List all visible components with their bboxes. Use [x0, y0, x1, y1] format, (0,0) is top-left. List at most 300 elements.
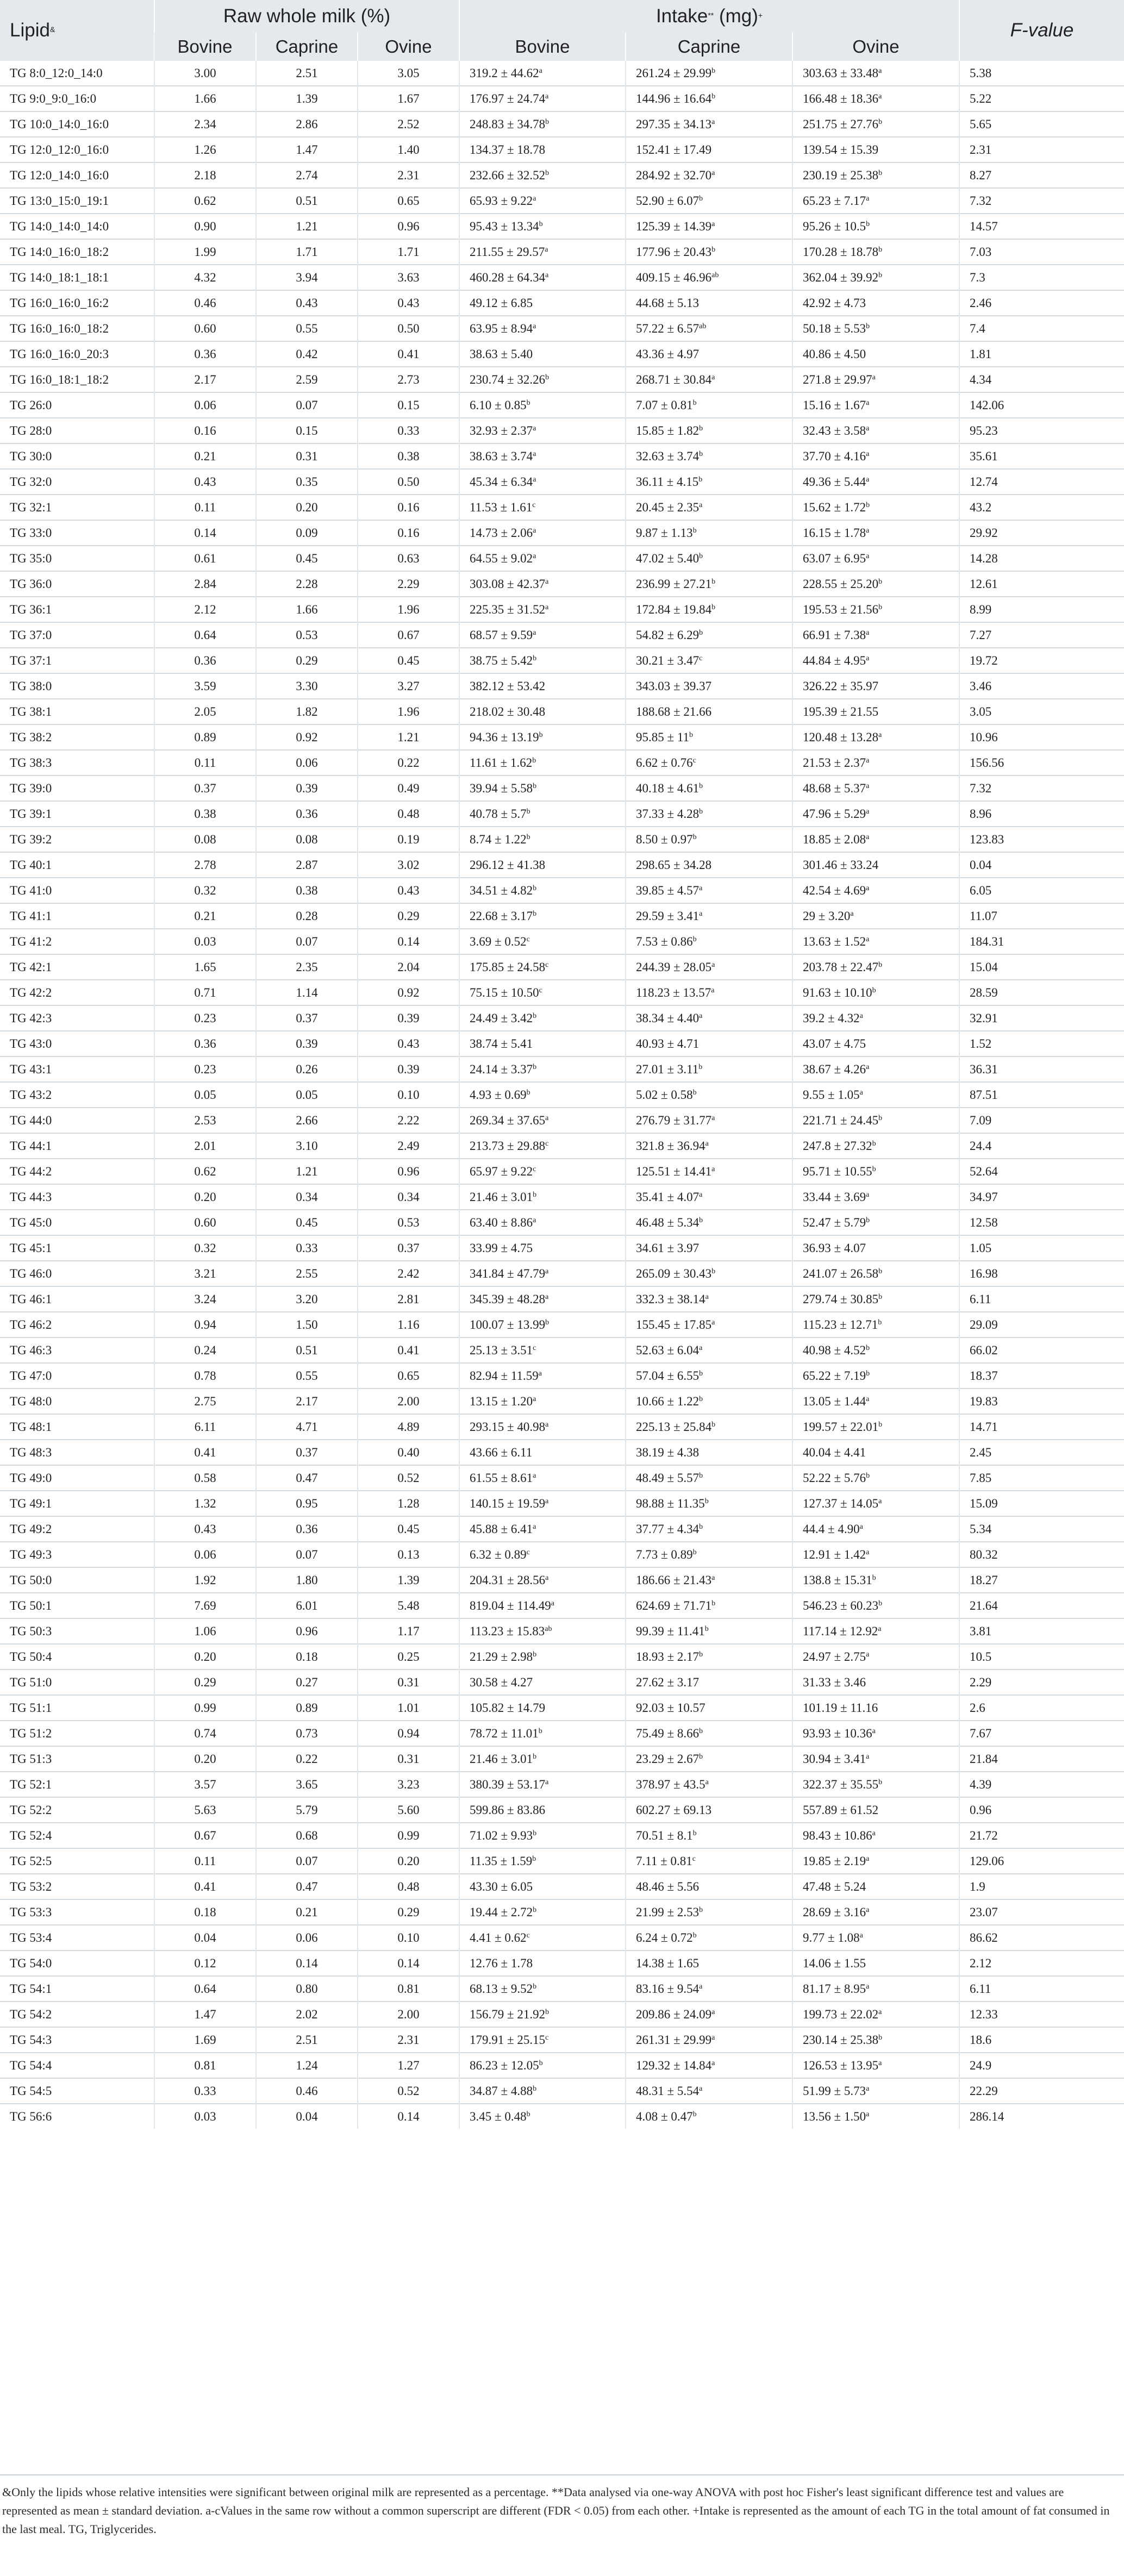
lipid-cell: TG 44:2: [0, 1159, 154, 1184]
raw-caprine-cell: 0.20: [256, 495, 358, 520]
significance-letter: c: [545, 2033, 549, 2042]
raw-caprine-cell: 4.71: [256, 1414, 358, 1440]
raw-ovine-cell: 0.48: [358, 801, 459, 827]
f-value-cell: 7.85: [959, 1465, 1124, 1491]
significance-letter: c: [532, 501, 536, 509]
significance-letter: b: [533, 1190, 537, 1199]
raw-ovine-cell: 5.48: [358, 1593, 459, 1618]
significance-letter: a: [866, 552, 870, 560]
f-value-cell: 16.98: [959, 1261, 1124, 1286]
intake-bovine-cell: 293.15 ± 40.98$^a$: [459, 1414, 626, 1440]
significance-letter: a: [545, 1267, 549, 1276]
intake-caprine-cell: 8.50 ± 0.97$^b$: [626, 827, 792, 852]
intake-bovine-cell: 38.75 ± 5.42$^b$: [459, 648, 626, 673]
raw-caprine-cell: 0.68: [256, 1823, 358, 1848]
intake-caprine-cell: 409.15 ± 46.96$^{ab}$: [626, 265, 792, 290]
intake-caprine-cell: 20.45 ± 2.35$^a$: [626, 495, 792, 520]
table-row: [0, 214, 1124, 239]
intake-caprine-cell: 5.02 ± 0.58$^b$: [626, 1082, 792, 1108]
raw-caprine-cell: 0.36: [256, 1516, 358, 1542]
significance-letter: a: [699, 1190, 703, 1199]
f-value-cell: 10.5: [959, 1644, 1124, 1670]
intake-bovine-cell: 156.79 ± 21.92$^b$: [459, 2002, 626, 2027]
significance-letter: b: [878, 117, 883, 126]
intake-bovine-cell: 43.30 ± 6.05: [459, 1874, 626, 1899]
intake-caprine-cell: 177.96 ± 20.43$^b$: [626, 239, 792, 265]
lipid-cell: TG 48:3: [0, 1440, 154, 1465]
significance-letter: b: [532, 756, 536, 765]
raw-ovine-cell: 0.41: [358, 1337, 459, 1363]
table-row: [0, 1414, 1124, 1440]
intake-ovine-cell: 138.8 ± 15.31$^b$: [792, 1567, 959, 1593]
intake-ovine-cell: 50.18 ± 5.53$^b$: [792, 316, 959, 341]
intake-caprine-cell: 225.13 ± 25.84$^b$: [626, 1414, 792, 1440]
table-row: [0, 980, 1124, 1005]
intake-caprine-cell: 15.85 ± 1.82$^b$: [626, 418, 792, 443]
intake-bovine-cell: 22.68 ± 3.17$^b$: [459, 903, 626, 929]
significance-letter: b: [866, 322, 870, 330]
raw-caprine-cell: 0.07: [256, 392, 358, 418]
lipid-cell: TG 28:0: [0, 418, 154, 443]
intake-ovine-cell: 24.97 ± 2.75$^a$: [792, 1644, 959, 1670]
lipid-cell: TG 14:0_14:0_14:0: [0, 214, 154, 239]
intake-bovine-cell: 25.13 ± 3.51$^c$: [459, 1337, 626, 1363]
intake-caprine-cell: 38.19 ± 4.38: [626, 1440, 792, 1465]
raw-ovine-cell: 0.41: [358, 341, 459, 367]
intake-caprine-cell: 7.73 ± 0.89$^b$: [626, 1542, 792, 1567]
intake-caprine-cell: 209.86 ± 24.09$^a$: [626, 2002, 792, 2027]
f-value-cell: 14.28: [959, 546, 1124, 571]
table-row: [0, 750, 1124, 776]
significance-letter: a: [545, 92, 549, 101]
table-row: [0, 1031, 1124, 1056]
intake-ovine-cell: 47.96 ± 5.29$^a$: [792, 801, 959, 827]
significance-letter: a: [878, 2008, 882, 2016]
lipid-cell: TG 40:1: [0, 852, 154, 878]
lipid-cell: TG 32:1: [0, 495, 154, 520]
table-row: [0, 290, 1124, 316]
raw-caprine-cell: 1.47: [256, 137, 358, 162]
intake-ovine-cell: 52.47 ± 5.79$^b$: [792, 1210, 959, 1235]
table-row: [0, 418, 1124, 443]
intake-bovine-cell: 95.43 ± 13.34$^b$: [459, 214, 626, 239]
raw-milk-group-header: Raw whole milk (%): [154, 0, 459, 33]
raw-ovine-cell: 0.99: [358, 1823, 459, 1848]
intake-caprine-cell: 261.31 ± 29.99$^a$: [626, 2027, 792, 2053]
significance-letter: c: [533, 1343, 536, 1352]
lipid-cell: TG 32:0: [0, 469, 154, 495]
raw-caprine-cell: 0.34: [256, 1184, 358, 1210]
table-row: [0, 1363, 1124, 1389]
lipid-cell: TG 12:0_14:0_16:0: [0, 162, 154, 188]
significance-letter: a: [705, 1292, 709, 1301]
intake-bovine-cell: 64.55 ± 9.02$^a$: [459, 546, 626, 571]
significance-letter: b: [692, 398, 697, 407]
raw-bovine-cell: 0.11: [154, 750, 256, 776]
raw-ovine-cell: 0.81: [358, 1976, 459, 2002]
intake-caprine-cell: 48.31 ± 5.54$^a$: [626, 2078, 792, 2104]
table-row: [0, 367, 1124, 392]
intake-caprine-cell: 35.41 ± 4.07$^a$: [626, 1184, 792, 1210]
raw-caprine-cell: 0.96: [256, 1618, 358, 1644]
f-value-cell: 22.29: [959, 2078, 1124, 2104]
raw-bovine-cell: 0.16: [154, 418, 256, 443]
intake-caprine-cell: 332.3 ± 38.14$^a$: [626, 1286, 792, 1312]
raw-bovine-cell: 3.57: [154, 1772, 256, 1797]
significance-letter: a: [859, 1522, 863, 1531]
intake-caprine-cell: 144.96 ± 16.64$^b$: [626, 86, 792, 111]
intake-bovine-cell: 6.32 ± 0.89$^c$: [459, 1542, 626, 1567]
significance-letter: b: [526, 833, 530, 841]
intake-bovine-cell: 341.84 ± 47.79$^a$: [459, 1261, 626, 1286]
raw-ovine-cell: 3.63: [358, 265, 459, 290]
f-value-cell: 2.45: [959, 1440, 1124, 1465]
f-value-cell: 7.03: [959, 239, 1124, 265]
intake-ovine-cell: 33.44 ± 3.69$^a$: [792, 1184, 959, 1210]
raw-ovine-cell: 1.96: [358, 699, 459, 724]
significance-letter: b: [699, 194, 703, 203]
raw-bovine-cell: 1.66: [154, 86, 256, 111]
table-row: [0, 239, 1124, 265]
f-value-cell: 23.07: [959, 1899, 1124, 1925]
f-value-cell: 86.62: [959, 1925, 1124, 1950]
raw-caprine-cell: 0.55: [256, 1363, 358, 1389]
lipid-cell: TG 39:2: [0, 827, 154, 852]
raw-bovine-header: Bovine: [154, 33, 256, 61]
raw-ovine-cell: 1.16: [358, 1312, 459, 1337]
raw-bovine-cell: 0.99: [154, 1695, 256, 1721]
intake-bovine-cell: 303.08 ± 42.37$^a$: [459, 571, 626, 597]
raw-ovine-cell: 1.96: [358, 597, 459, 622]
intake-ovine-cell: 47.48 ± 5.24: [792, 1874, 959, 1899]
raw-bovine-cell: 0.03: [154, 2104, 256, 2129]
lipid-cell: TG 54:4: [0, 2053, 154, 2078]
significance-letter: b: [533, 2084, 537, 2093]
intake-bovine-cell: 19.44 ± 2.72$^b$: [459, 1899, 626, 1925]
intake-caprine-cell: 52.90 ± 6.07$^b$: [626, 188, 792, 214]
f-value-cell: 32.91: [959, 1005, 1124, 1031]
raw-caprine-cell: 2.51: [256, 2027, 358, 2053]
intake-caprine-cell: 99.39 ± 11.41$^b$: [626, 1618, 792, 1644]
raw-bovine-cell: 2.78: [154, 852, 256, 878]
raw-bovine-cell: 0.24: [154, 1337, 256, 1363]
raw-caprine-cell: 0.80: [256, 1976, 358, 2002]
significance-letter: b: [878, 1267, 883, 1276]
raw-bovine-cell: 2.01: [154, 1133, 256, 1159]
f-value-cell: 142.06: [959, 392, 1124, 418]
intake-bovine-cell: 211.55 ± 29.57$^a$: [459, 239, 626, 265]
significance-letter: b: [699, 1395, 703, 1403]
intake-caprine-cell: 125.39 ± 14.39$^a$: [626, 214, 792, 239]
lipid-cell: TG 12:0_12:0_16:0: [0, 137, 154, 162]
f-value-cell: 7.27: [959, 622, 1124, 648]
significance-letter: a: [533, 1471, 536, 1480]
raw-ovine-cell: 0.43: [358, 290, 459, 316]
significance-letter: c: [526, 935, 530, 943]
raw-bovine-cell: 6.11: [154, 1414, 256, 1440]
intake-caprine-cell: 624.69 ± 71.71$^b$: [626, 1593, 792, 1618]
raw-caprine-cell: 3.20: [256, 1286, 358, 1312]
raw-caprine-cell: 3.65: [256, 1772, 358, 1797]
lipid-cell: TG 37:1: [0, 648, 154, 673]
table-row: [0, 1593, 1124, 1618]
intake-bovine-header: Bovine: [459, 33, 626, 61]
raw-caprine-cell: 0.07: [256, 1848, 358, 1874]
raw-ovine-cell: 2.52: [358, 111, 459, 137]
raw-ovine-cell: 0.29: [358, 1899, 459, 1925]
significance-letter: a: [850, 909, 854, 918]
f-value-cell: 8.96: [959, 801, 1124, 827]
raw-ovine-cell: 1.28: [358, 1491, 459, 1516]
significance-letter: b: [872, 1165, 876, 1173]
intake-bovine-cell: 6.10 ± 0.85$^b$: [459, 392, 626, 418]
significance-letter: b: [533, 1829, 537, 1837]
table-footnote: [0, 2474, 1124, 2576]
f-value-cell: 3.05: [959, 699, 1124, 724]
f-value-cell: 5.22: [959, 86, 1124, 111]
intake-bovine-cell: 33.99 ± 4.75: [459, 1235, 626, 1261]
intake-bovine-cell: 248.83 ± 34.78$^b$: [459, 111, 626, 137]
significance-letter: b: [711, 66, 716, 75]
intake-caprine-cell: 40.18 ± 4.61$^b$: [626, 776, 792, 801]
significance-letter: b: [699, 1471, 703, 1480]
raw-caprine-cell: 3.30: [256, 673, 358, 699]
raw-bovine-cell: 5.63: [154, 1797, 256, 1823]
lipid-cell: TG 30:0: [0, 443, 154, 469]
f-value-cell: 66.02: [959, 1337, 1124, 1363]
intake-caprine-cell: 7.11 ± 0.81$^c$: [626, 1848, 792, 1874]
f-value-cell: 129.06: [959, 1848, 1124, 1874]
table-row: [0, 1644, 1124, 1670]
raw-ovine-cell: 2.31: [358, 162, 459, 188]
lipid-cell: TG 51:3: [0, 1746, 154, 1772]
intake-ovine-header: Ovine: [792, 33, 959, 61]
intake-caprine-cell: 83.16 ± 9.54$^a$: [626, 1976, 792, 2002]
intake-caprine-cell: 10.66 ± 1.22$^b$: [626, 1389, 792, 1414]
significance-letter: b: [878, 271, 883, 279]
raw-ovine-cell: 2.31: [358, 2027, 459, 2053]
intake-caprine-cell: 30.21 ± 3.47$^c$: [626, 648, 792, 673]
intake-bovine-cell: 175.85 ± 24.58$^c$: [459, 954, 626, 980]
raw-ovine-cell: 0.39: [358, 1005, 459, 1031]
table-row: [0, 571, 1124, 597]
raw-bovine-cell: 2.53: [154, 1108, 256, 1133]
raw-ovine-cell: 4.89: [358, 1414, 459, 1440]
intake-caprine-cell: 297.35 ± 34.13$^a$: [626, 111, 792, 137]
table-row: [0, 1542, 1124, 1567]
raw-bovine-cell: 1.32: [154, 1491, 256, 1516]
lipid-cell: TG 50:1: [0, 1593, 154, 1618]
significance-letter: b: [711, 577, 716, 586]
f-value-cell: 43.2: [959, 495, 1124, 520]
intake-bovine-cell: 4.41 ± 0.62$^c$: [459, 1925, 626, 1950]
intake-caprine-cell: 261.24 ± 29.99$^b$: [626, 61, 792, 86]
significance-letter: b: [699, 1905, 703, 1914]
f-value-cell: 1.05: [959, 1235, 1124, 1261]
intake-ovine-cell: 221.71 ± 24.45$^b$: [792, 1108, 959, 1133]
significance-letter: a: [551, 1599, 554, 1608]
intake-bovine-cell: 113.23 ± 15.83$^{ab}$: [459, 1618, 626, 1644]
raw-caprine-cell: 0.45: [256, 1210, 358, 1235]
significance-letter: a: [866, 756, 870, 765]
intake-caprine-cell: 32.63 ± 3.74$^b$: [626, 443, 792, 469]
intake-caprine-cell: 378.97 ± 43.5$^a$: [626, 1772, 792, 1797]
significance-letter: b: [545, 2008, 549, 2016]
intake-caprine-cell: 7.07 ± 0.81$^b$: [626, 392, 792, 418]
raw-caprine-cell: 0.47: [256, 1465, 358, 1491]
f-value-cell: 286.14: [959, 2104, 1124, 2129]
raw-ovine-cell: 0.52: [358, 2078, 459, 2104]
table-row: [0, 929, 1124, 954]
f-value-cell: 52.64: [959, 1159, 1124, 1184]
intake-ovine-cell: 241.07 ± 26.58$^b$: [792, 1261, 959, 1286]
significance-letter: a: [866, 449, 870, 458]
raw-ovine-cell: 2.81: [358, 1286, 459, 1312]
lipid-cell: TG 52:2: [0, 1797, 154, 1823]
significance-letter: b: [532, 1854, 536, 1863]
intake-bovine-cell: 21.46 ± 3.01$^b$: [459, 1746, 626, 1772]
intake-bovine-cell: 61.55 ± 8.61$^a$: [459, 1465, 626, 1491]
raw-bovine-cell: 3.00: [154, 61, 256, 86]
f-value-cell: 12.74: [959, 469, 1124, 495]
intake-caprine-cell: 38.34 ± 4.40$^a$: [626, 1005, 792, 1031]
raw-caprine-cell: 1.14: [256, 980, 358, 1005]
intake-caprine-cell: 6.24 ± 0.72$^b$: [626, 1925, 792, 1950]
raw-caprine-cell: 3.10: [256, 1133, 358, 1159]
significance-letter: a: [538, 1369, 542, 1378]
raw-ovine-cell: 1.67: [358, 86, 459, 111]
raw-ovine-cell: 0.96: [358, 1159, 459, 1184]
table-row: [0, 61, 1124, 86]
raw-bovine-cell: 1.92: [154, 1567, 256, 1593]
raw-ovine-cell: 1.01: [358, 1695, 459, 1721]
intake-bovine-cell: 4.93 ± 0.69$^b$: [459, 1082, 626, 1108]
intake-bovine-cell: 100.07 ± 13.99$^b$: [459, 1312, 626, 1337]
footnote-text: &Only the lipids whose relative intensities were significant between original milk are represented as a percentage. **Data analysed via one-way ANOVA with post hoc Fisher's least significant difference test and values are represented as mean ± standard deviation. a-cValues in the same row without a common superscript are different (FDR < 0.05) from each other. +Intake is represented as the amount of each TG in the total amount of fat consumed in the last meal. TG, Triglycerides.: [2, 2485, 1110, 2536]
raw-bovine-cell: 0.14: [154, 520, 256, 546]
raw-caprine-cell: 1.50: [256, 1312, 358, 1337]
f-value-cell: 7.3: [959, 265, 1124, 290]
f-value-cell: 156.56: [959, 750, 1124, 776]
table-row: [0, 1133, 1124, 1159]
significance-letter: a: [711, 960, 715, 969]
lipid-cell: TG 36:0: [0, 571, 154, 597]
raw-bovine-cell: 0.64: [154, 622, 256, 648]
significance-letter: b: [866, 1216, 870, 1224]
intake-ovine-cell: 199.73 ± 22.02$^a$: [792, 2002, 959, 2027]
raw-bovine-cell: 0.06: [154, 392, 256, 418]
significance-letter: b: [699, 1727, 703, 1735]
significance-letter: a: [866, 935, 870, 943]
intake-ovine-cell: 166.48 ± 18.36$^a$: [792, 86, 959, 111]
table-row: [0, 801, 1124, 827]
significance-letter: a: [866, 194, 870, 203]
lipid-cell: TG 49:0: [0, 1465, 154, 1491]
raw-ovine-cell: 3.23: [358, 1772, 459, 1797]
significance-letter: a: [711, 986, 715, 995]
significance-letter: a: [545, 1573, 549, 1582]
significance-letter: c: [539, 986, 542, 995]
intake-ovine-cell: 91.63 ± 10.10$^b$: [792, 980, 959, 1005]
intake-bovine-cell: 382.12 ± 53.42: [459, 673, 626, 699]
raw-caprine-cell: 0.37: [256, 1005, 358, 1031]
significance-letter: b: [533, 1905, 537, 1914]
raw-caprine-cell: 1.21: [256, 214, 358, 239]
significance-letter: b: [878, 1420, 883, 1429]
table-row: [0, 1159, 1124, 1184]
raw-ovine-cell: 0.25: [358, 1644, 459, 1670]
raw-ovine-cell: 2.00: [358, 1389, 459, 1414]
f-value-cell: 5.65: [959, 111, 1124, 137]
significance-letter: a: [711, 117, 715, 126]
lipid-cell: TG 49:1: [0, 1491, 154, 1516]
intake-bovine-cell: 65.97 ± 9.22$^c$: [459, 1159, 626, 1184]
lipid-cell: TG 52:5: [0, 1848, 154, 1874]
table-row: [0, 162, 1124, 188]
raw-ovine-cell: 0.14: [358, 929, 459, 954]
raw-ovine-cell: 0.33: [358, 418, 459, 443]
raw-ovine-cell: 0.43: [358, 1031, 459, 1056]
raw-ovine-cell: 0.96: [358, 214, 459, 239]
intake-caprine-cell: 276.79 ± 31.77$^a$: [626, 1108, 792, 1133]
table-row: [0, 1721, 1124, 1746]
raw-bovine-cell: 0.21: [154, 443, 256, 469]
raw-bovine-cell: 1.65: [154, 954, 256, 980]
raw-bovine-cell: 4.32: [154, 265, 256, 290]
intake-bovine-cell: 21.29 ± 2.98$^b$: [459, 1644, 626, 1670]
raw-caprine-cell: 0.35: [256, 469, 358, 495]
raw-bovine-cell: 0.60: [154, 316, 256, 341]
intake-ovine-cell: 230.19 ± 25.38$^b$: [792, 162, 959, 188]
f-value-cell: 0.04: [959, 852, 1124, 878]
lipid-cell: TG 35:0: [0, 546, 154, 571]
intake-caprine-cell: 44.68 ± 5.13: [626, 290, 792, 316]
significance-letter: b: [872, 1139, 876, 1148]
raw-caprine-cell: 2.28: [256, 571, 358, 597]
significance-letter: b: [866, 220, 870, 228]
raw-bovine-cell: 2.34: [154, 111, 256, 137]
intake-ovine-cell: 279.74 ± 30.85$^b$: [792, 1286, 959, 1312]
intake-caprine-cell: 27.01 ± 3.11$^b$: [626, 1056, 792, 1082]
raw-bovine-cell: 0.43: [154, 469, 256, 495]
f-value-cell: 3.81: [959, 1618, 1124, 1644]
lipid-cell: TG 36:1: [0, 597, 154, 622]
raw-bovine-cell: 0.71: [154, 980, 256, 1005]
raw-caprine-cell: 0.08: [256, 827, 358, 852]
significance-letter: c: [545, 960, 549, 969]
significance-letter: a: [866, 1650, 870, 1659]
raw-bovine-cell: 0.64: [154, 1976, 256, 2002]
significance-letter: b: [699, 424, 703, 433]
table-row: [0, 1567, 1124, 1593]
significance-letter: b: [692, 526, 697, 535]
intake-ovine-cell: 44.84 ± 4.95$^a$: [792, 648, 959, 673]
significance-letter: a: [533, 449, 536, 458]
significance-letter: b: [538, 1727, 542, 1735]
raw-bovine-cell: 3.21: [154, 1261, 256, 1286]
raw-ovine-cell: 0.49: [358, 776, 459, 801]
lipid-cell: TG 38:0: [0, 673, 154, 699]
raw-caprine-cell: 0.73: [256, 1721, 358, 1746]
raw-bovine-cell: 0.67: [154, 1823, 256, 1848]
raw-bovine-cell: 0.37: [154, 776, 256, 801]
intake-ovine-cell: 49.36 ± 5.44$^a$: [792, 469, 959, 495]
intake-bovine-cell: 12.76 ± 1.78: [459, 1950, 626, 1976]
significance-letter: b: [533, 1011, 537, 1020]
intake-ovine-cell: 126.53 ± 13.95$^a$: [792, 2053, 959, 2078]
intake-caprine-cell: 70.51 ± 8.1$^b$: [626, 1823, 792, 1848]
lipid-cell: TG 16:0_18:1_18:2: [0, 367, 154, 392]
